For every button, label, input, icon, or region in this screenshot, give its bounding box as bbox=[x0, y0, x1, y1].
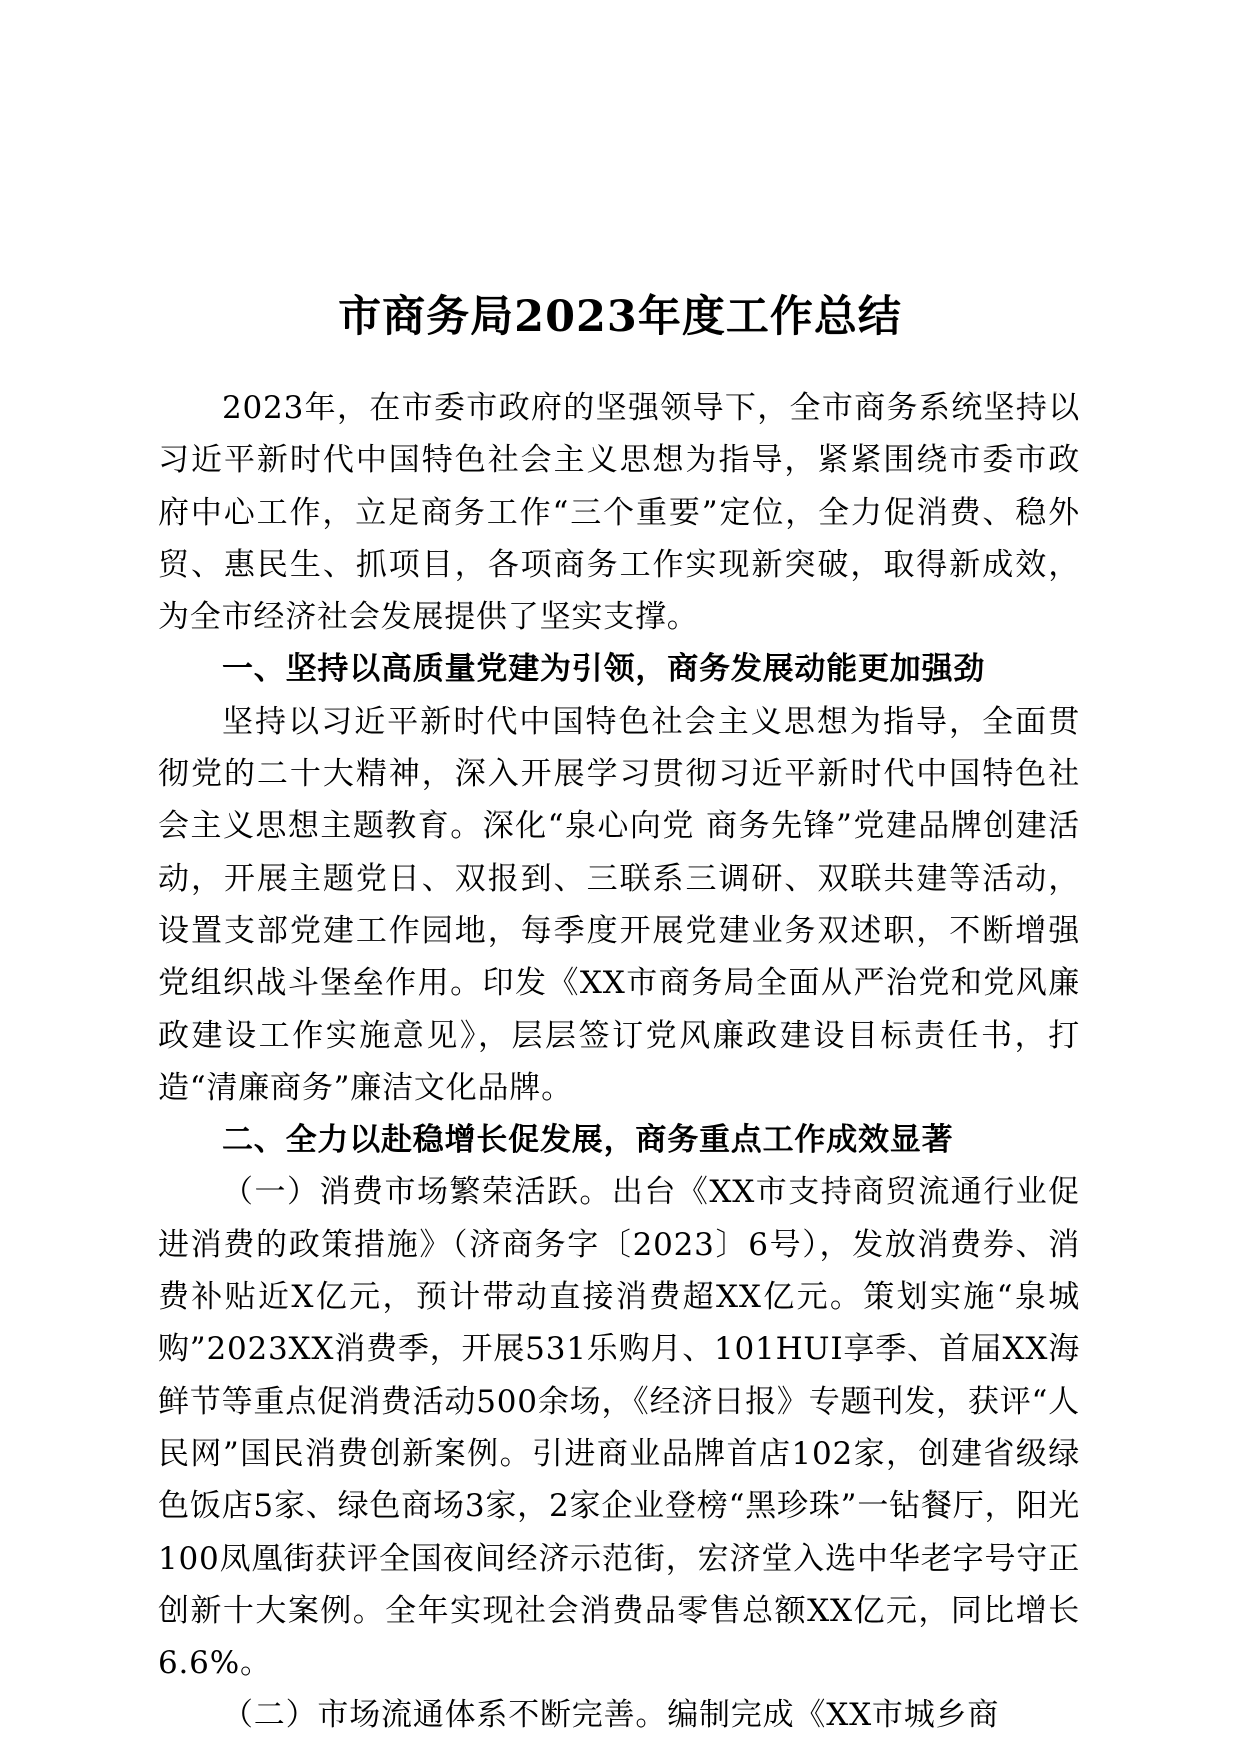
section-1-paragraph: 坚持以习近平新时代中国特色社会主义思想为指导，全面贯彻党的二十大精神，深入开展学习贯彻习近平新时代中国特色社会主义思想主题教育。深化“泉心向党 商务先锋”党建品牌创建活动，开展主题党日、双报到、三联系三调研、双联共建等活动，设置支部党建工作园地，每季度开展党建业务双述职，不断增强党组织战斗堡垒作用。印发《XX市商务局全面从严治党和党风廉政建设工作实施意见》，层层签订党风廉政建设目标责任书，打造“清廉商务”廉洁文化品牌。 bbox=[158, 703, 1080, 1106]
section-heading-2: 二、全力以赴稳增长促发展，商务重点工作成效显著 bbox=[222, 1122, 954, 1159]
section-2-paragraph-1: （一）消费市场繁荣活跃。出台《XX市支持商贸流通行业促进消费的政策措施》（济商务字〔2023〕6号），发放消费券、消费补贴近X亿元，预计带动直接消费超XX亿元。策划实施“泉城购”2023XX消费季，开展531乐购月、101HUI享季、首届XX海鲜节等重点促消费活动500余场，《经济日报》专题刊发，获评“人民网”国民消费创新案例。引进商业品牌首店102家，创建省级绿色饭店5家、绿色商场3家，2家企业登榜“黑珍珠”一钻餐厅，阳光100凤凰街获评全国夜间经济示范街，宏济堂入选中华老字号守正创新十大案例。全年实现社会消费品零售总额XX亿元，同比增长6.6%。 bbox=[158, 1174, 1080, 1682]
document-body bbox=[158, 382, 1080, 1742]
section-heading-1: 一、坚持以高质量党建为引领，商务发展动能更加强劲 bbox=[222, 651, 986, 688]
document-title: 市商务局2023年度工作总结 bbox=[338, 291, 902, 342]
intro-paragraph: 2023年，在市委市政府的坚强领导下，全市商务系统坚持以习近平新时代中国特色社会主义思想为指导，紧紧围绕市委市政府中心工作，立足商务工作“三个重要”定位，全力促消费、稳外贸、惠民生、抓项目，各项商务工作实现新突破，取得新成效，为全市经济社会发展提供了坚实支撑。 bbox=[158, 390, 1080, 636]
section-2-paragraph-2: （二）市场流通体系不断完善。编制完成《XX市城乡商 bbox=[222, 1697, 1000, 1734]
